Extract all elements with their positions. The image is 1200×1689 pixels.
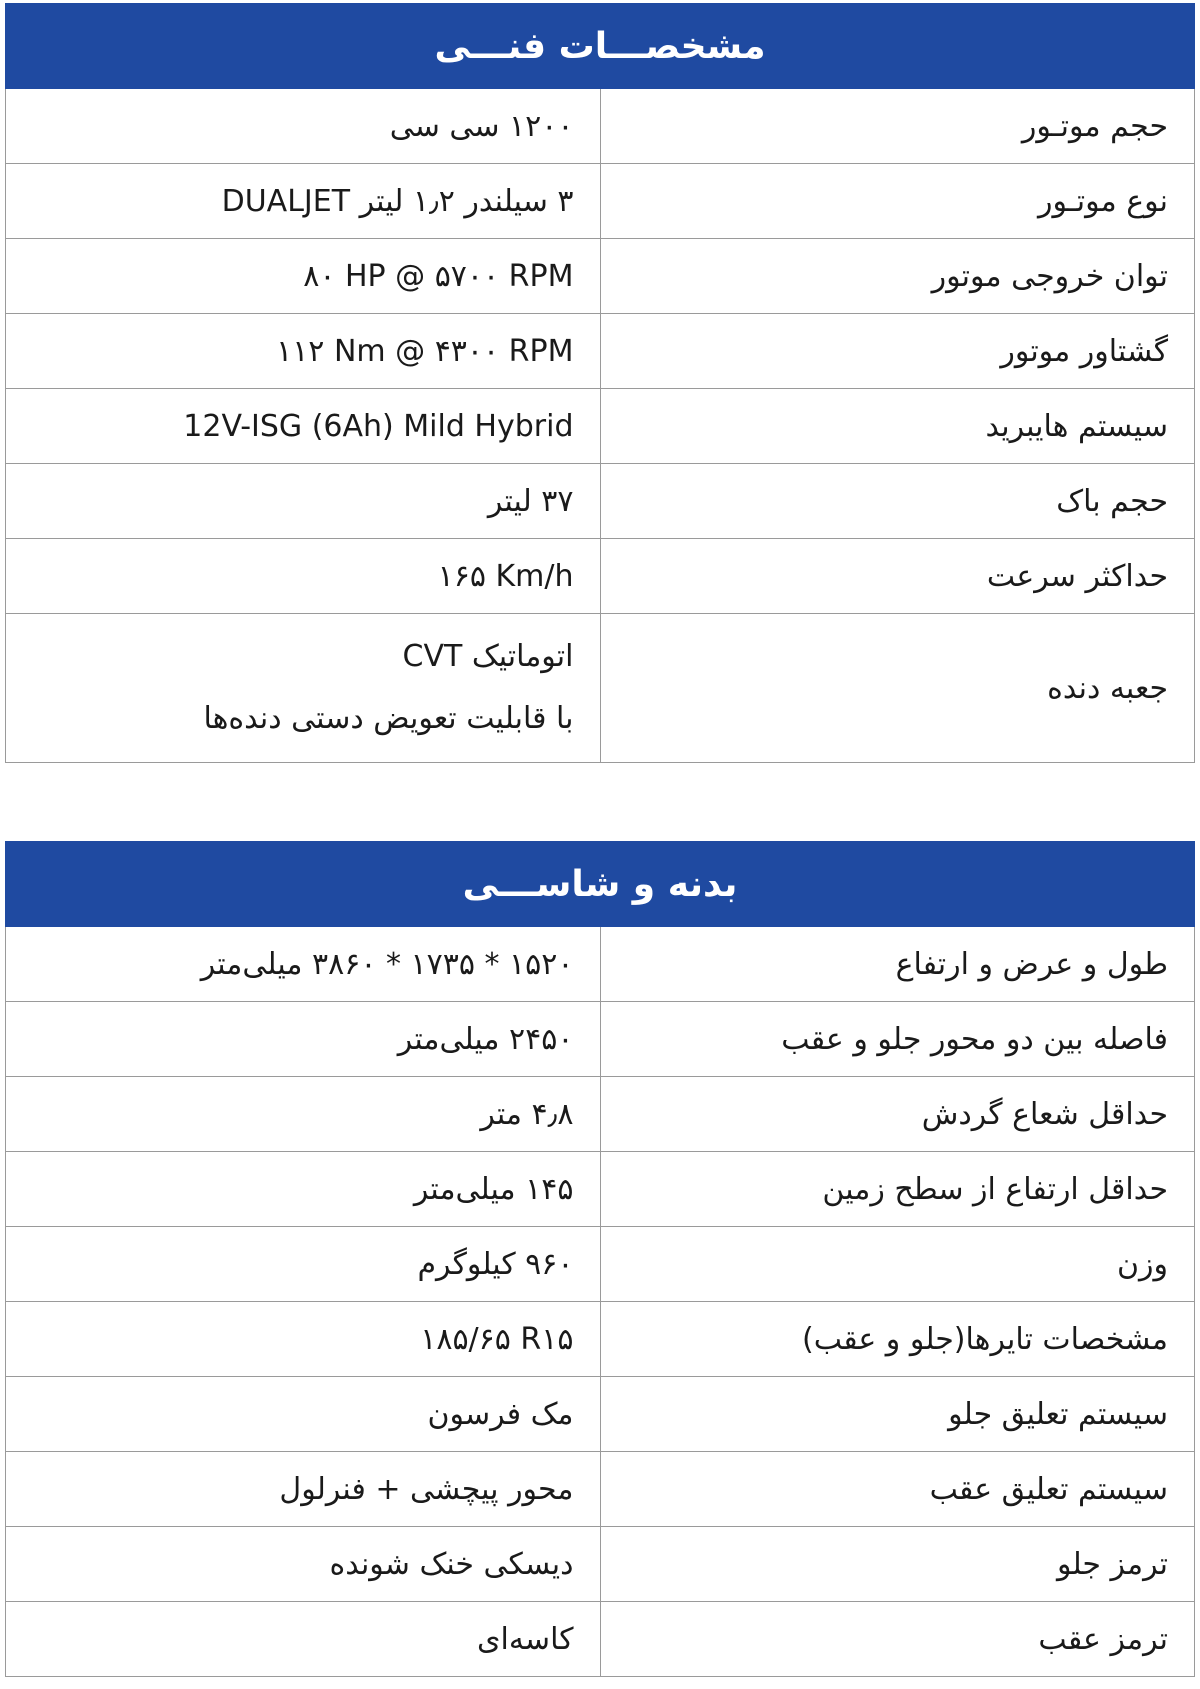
spec-value (6, 164, 601, 239)
table-row (6, 239, 1195, 314)
spec-label: مشخصات تایرها(جلو و عقب) (600, 1302, 1195, 1377)
table-row (6, 1002, 1195, 1077)
spec-value (6, 389, 601, 464)
table-row (6, 1602, 1195, 1677)
spec-value-text: ۱۶۵ Km/h (437, 558, 574, 594)
spec-value (6, 314, 601, 389)
table-header-row (6, 842, 1195, 927)
spec-label: جعبه دنده (600, 614, 1195, 763)
spec-value (6, 239, 601, 314)
spec-value: ۹۶۰ کیلوگرم (6, 1227, 601, 1302)
spec-label: ترمز جلو (600, 1527, 1195, 1602)
table-row (6, 927, 1195, 1002)
spec-value (6, 539, 601, 614)
spec-value: مک فرسون (6, 1377, 601, 1452)
table-row (6, 164, 1195, 239)
spec-label: سیستم تعلیق جلو (600, 1377, 1195, 1452)
body-chassis-title: بدنه و شاســـی (6, 842, 1195, 927)
table-row (6, 539, 1195, 614)
table-row (6, 464, 1195, 539)
spec-label: گشتاور موتور (600, 314, 1195, 389)
spec-value: ۱۴۵ میلی‌متر (6, 1152, 601, 1227)
spec-value: ۱۲۰۰ سی سی (6, 89, 601, 164)
spec-value: ۲۴۵۰ میلی‌متر (6, 1002, 601, 1077)
table-row (6, 89, 1195, 164)
spec-value-text: ۸۰ HP @ ۵۷۰۰ RPM (303, 258, 574, 294)
spec-value-text: ۱۱۲ Nm @ ۴۳۰۰ RPM (276, 333, 574, 369)
table-row (6, 1077, 1195, 1152)
spec-label: حجم موتـور (600, 89, 1195, 164)
spec-label: وزن (600, 1227, 1195, 1302)
table-row (6, 1152, 1195, 1227)
spec-value: دیسکی خنک شونده (6, 1527, 601, 1602)
spec-label: فاصله بین دو محور جلو و عقب (600, 1002, 1195, 1077)
spec-value-text: 12V-ISG (6Ah) Mild Hybrid (183, 408, 574, 444)
spec-label: ترمز عقب (600, 1602, 1195, 1677)
spec-label: نوع موتـور (600, 164, 1195, 239)
table-row (6, 1302, 1195, 1377)
table-row (6, 314, 1195, 389)
spec-label: حداقل ارتفاع از سطح زمین (600, 1152, 1195, 1227)
spec-value-line: اتوماتیک CVT (402, 639, 574, 674)
spec-value-text: ۳ سیلندر ۱٫۲ لیتر DUALJET (221, 183, 574, 219)
spec-label: حداقل شعاع گردش (600, 1077, 1195, 1152)
table-row (6, 1227, 1195, 1302)
spec-label: توان خروجی موتور (600, 239, 1195, 314)
spec-label: سیستم تعلیق عقب (600, 1452, 1195, 1527)
body-chassis-table (5, 841, 1195, 1677)
spec-label: حداکثر سرعت (600, 539, 1195, 614)
table-row (6, 389, 1195, 464)
table-row (6, 1452, 1195, 1527)
spec-value: محور پیچشی + فنرلول (6, 1452, 601, 1527)
spec-value: ۱۵۲۰ * ۱۷۳۵ * ۳۸۶۰ میلی‌متر (6, 927, 601, 1002)
spec-value-text: ۱۸۵/۶۵ R۱۵ (420, 1321, 574, 1357)
table-row (6, 614, 1195, 763)
table-header-row (6, 4, 1195, 89)
spec-label: حجم باک (600, 464, 1195, 539)
technical-specs-table (5, 3, 1195, 763)
spec-value: ۳۷ لیتر (6, 464, 601, 539)
spec-value: ۴٫۸ متر (6, 1077, 601, 1152)
spec-value (6, 614, 601, 763)
spec-label: سیستم هایبرید (600, 389, 1195, 464)
table-row (6, 1377, 1195, 1452)
spec-label: طول و عرض و ارتفاع (600, 927, 1195, 1002)
technical-specs-title: مشخصـــات فنـــی (6, 4, 1195, 89)
spec-value: کاسه‌ای (6, 1602, 601, 1677)
table-row (6, 1527, 1195, 1602)
spec-value (6, 1302, 601, 1377)
spec-value-line: با قابلیت تعویض دستی دنده‌ها (203, 701, 574, 736)
